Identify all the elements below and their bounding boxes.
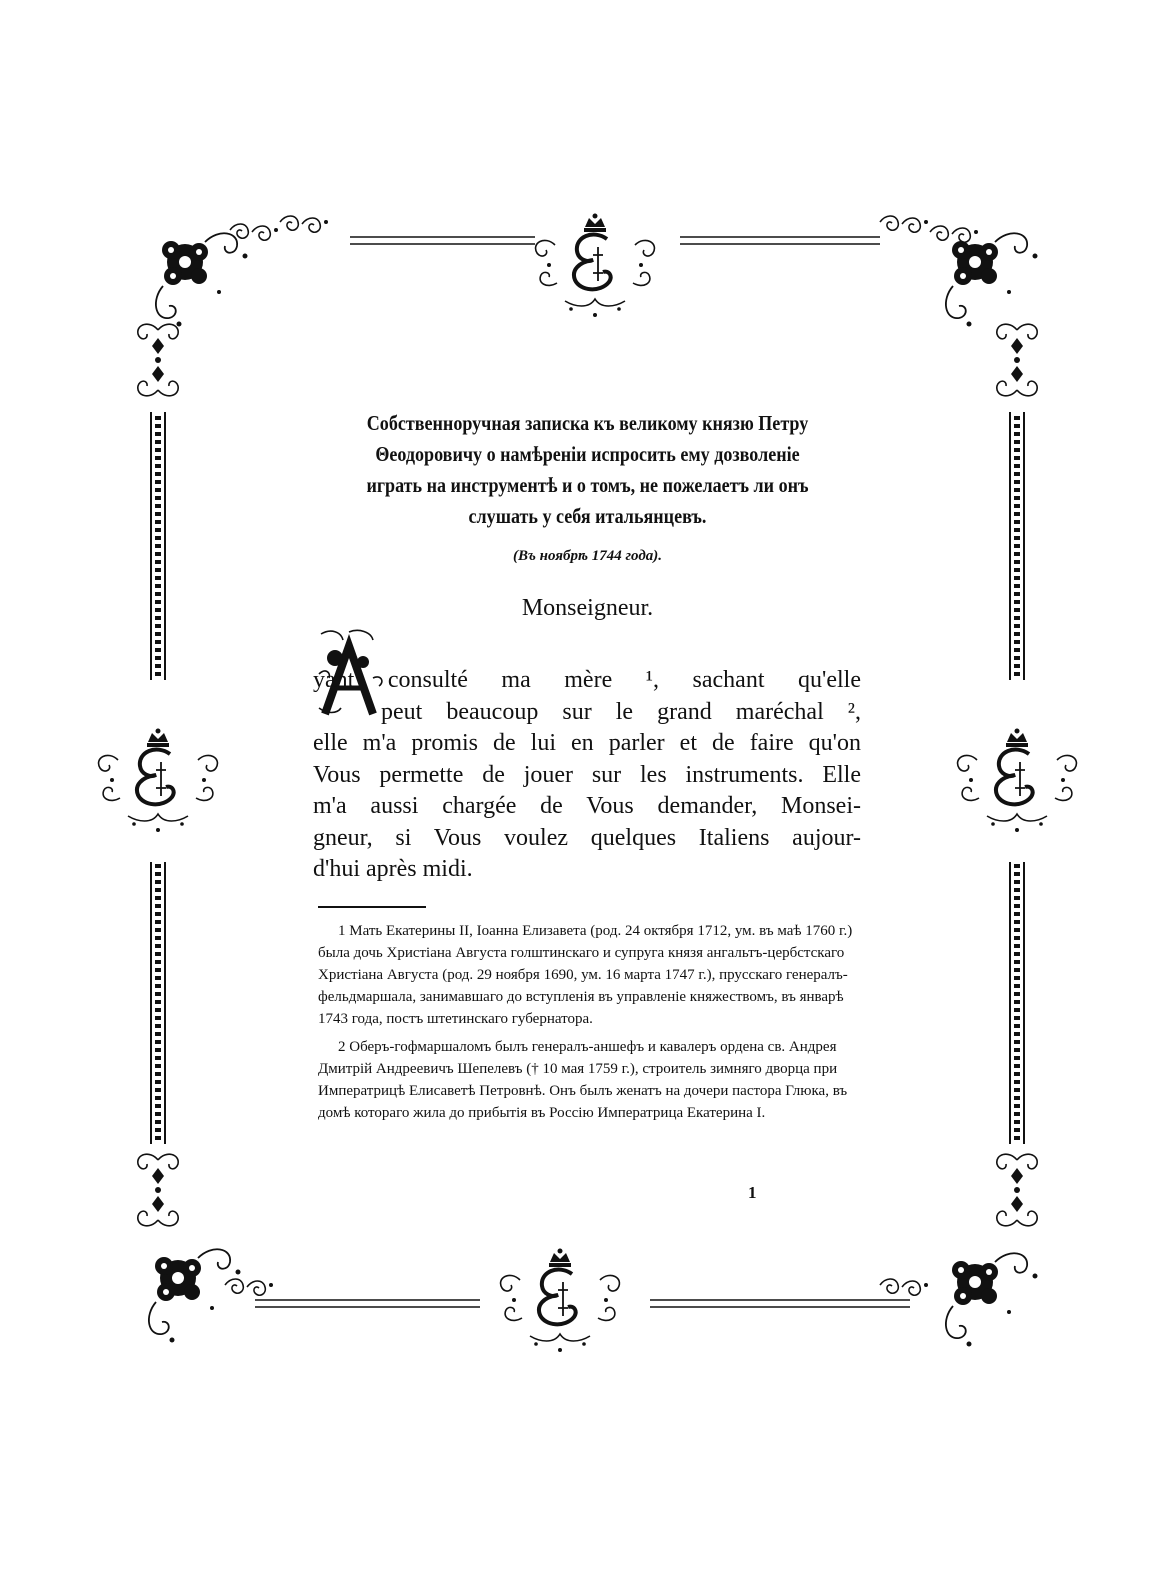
letter-line: gneur, si Vous voulez quelques Italiens aujour- [313,824,861,851]
page-number: 1 [748,1183,757,1202]
footnote [318,920,863,1030]
letter-line: elle m'a promis de lui en parler et de faire qu'on [313,730,861,756]
letter-line: Vous permette de jouer sur les instruments. Elle [313,761,861,788]
letter-line: yant consulté ma mère ¹, sachant qu'elle [313,667,861,693]
document-date: (Въ ноябрѣ 1744 года). [512,548,663,564]
footnote [318,1036,863,1124]
footnote-text: Мать Екатерины II, Іоанна Елизавета (род. 24 октября 1712, ум. въ маѣ 1760 г.) была дочь Христіана Августа голштинскаго и супруга князя ангальтъ-цербстскаго Христіана Августа (род. 29 ноября 1690, ум. 16 марта 1747 г.), прусскаго генералъ-фельдмаршала, занимавшаго до вступленія въ управленіе княжествомъ, въ январѣ 1743 года, постъ штетинскаго губернатора. [318,923,853,1027]
top-border [156,214,1038,327]
right-border [958,324,1077,1226]
footnote-rule [318,906,426,908]
letter-line: peut beaucoup sur le grand maréchal ², [381,698,861,725]
bottom-border [149,1249,1038,1353]
footnote-number: 2 [338,1039,346,1055]
salutation: Monseigneur. [521,595,654,621]
left-border [99,324,218,1226]
footnote-number: 1 [338,923,346,939]
footnote-text: Оберъ-гофмаршаломъ былъ генералъ-аншефъ и кавалеръ ордена св. Андрея Дмитрій Андреевичъ Шепелевъ († 10 мая 1759 г.), строитель зимняго дворца при Императрицѣ Елисаветѣ Петровнѣ. Онъ былъ женатъ на дочери пастора Глюка, въ домѣ котораго жила до прибытія въ Россію Императрица Екатерина I. [318,1039,848,1121]
letter-line: m'a aussi chargée de Vous demander, Monsei- [313,793,861,819]
document-heading: Собственноручная записка къ великому князю Петру Θеодоровичу о намѣреніи испросить ему дозволеніе играть на инструментѣ и о томъ, не пожелаетъ ли онъ слушать у себя итальянцевъ. [366,411,809,528]
letter-body [313,665,861,886]
letter-line: d'hui après midi. [313,856,473,882]
footnotes [318,920,863,1124]
